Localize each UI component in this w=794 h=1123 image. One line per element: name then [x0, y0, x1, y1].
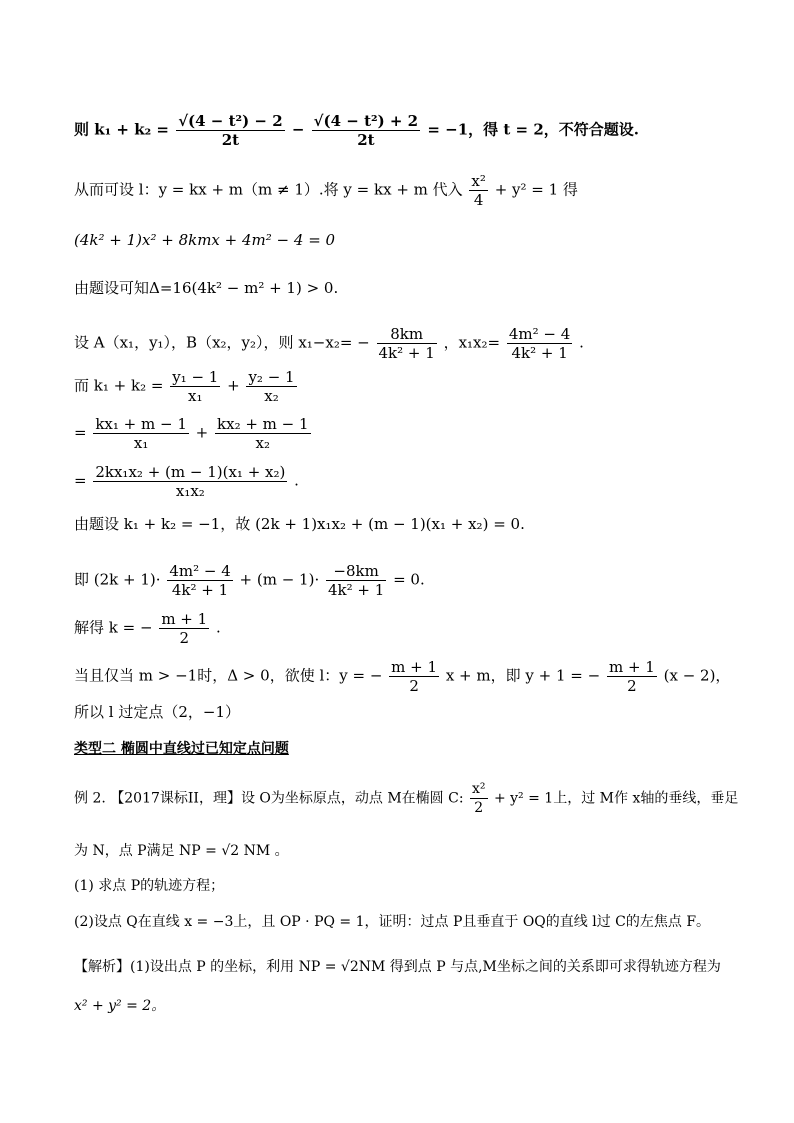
text: 例 2. 【2017课标II，理】设 O为坐标原点，动点 M在椭圆 C:: [74, 790, 468, 807]
numerator: −8km: [333, 562, 379, 580]
denominator: x₂: [215, 433, 311, 452]
numerator: √(4 − t²) + 2: [313, 112, 419, 130]
numerator: √(4 − t²) − 2: [178, 112, 283, 130]
text: +: [195, 423, 214, 442]
text: 而 k₁ + k₂ =: [74, 376, 169, 395]
numerator: 4m² − 4: [508, 325, 571, 343]
numerator: y₁ − 1: [172, 368, 219, 386]
example-2-condition: 为 N，点 P满足 NP = √2 NM 。: [74, 843, 289, 859]
text: =: [74, 423, 92, 442]
text: ，x₁x₂=: [443, 333, 505, 352]
numerator: m + 1: [391, 658, 438, 676]
line-condition: 由题设 k₁ + k₂ = −1，故 (2k + 1)x₁x₂ + (m − 1)(x₁ + x₂) = 0.: [74, 515, 525, 533]
analysis-result: x² + y² = 2。: [74, 998, 166, 1014]
text: 设 A（x₁，y₁），B（x₂，y₂），则 x₁−x₂= −: [74, 333, 375, 352]
line-k-sum-expand: [74, 368, 754, 405]
numerator: m + 1: [161, 610, 208, 628]
denominator: 2t: [176, 130, 284, 149]
numerator: m + 1: [608, 658, 655, 676]
fraction: [93, 415, 189, 452]
text: +: [227, 376, 245, 395]
fraction: [607, 658, 657, 695]
text: + y² = 1 得: [494, 180, 578, 199]
fraction: [159, 610, 209, 647]
text: =: [74, 471, 92, 490]
line-equation: [74, 562, 754, 599]
line-solve-k: [74, 610, 754, 647]
text: + y² = 1上，过 M作 x轴的垂线，垂足: [493, 790, 739, 807]
text: 即 (2k + 1)·: [74, 570, 161, 589]
fraction: [389, 658, 439, 695]
denominator: x₁x₂: [93, 481, 287, 500]
numerator: 8km: [390, 325, 424, 343]
text: 从而可设 l：y = kx + m（m ≠ 1）.将 y = kx + m 代入: [74, 180, 468, 199]
fraction: [470, 780, 488, 817]
numerator: 4m² − 4: [169, 562, 231, 580]
denominator: 4: [469, 190, 487, 209]
denominator: x₂: [246, 386, 296, 405]
text: .: [579, 333, 584, 352]
denominator: 4k² + 1: [378, 344, 435, 362]
line-combined: [74, 463, 754, 500]
fraction: [469, 172, 487, 209]
text: .: [215, 618, 221, 637]
numerator: kx₁ + m − 1: [95, 415, 187, 433]
line-fixed-point: 所以 l 过定点（2，−1）: [74, 703, 240, 721]
example-2-statement: [74, 780, 754, 817]
fraction: [170, 368, 220, 405]
analysis-text: 【解析】(1)设出点 P 的坐标，利用 NP = √2NM 得到点 P 与点,M坐标之间的关系即可求得轨迹方程为: [74, 959, 721, 975]
text: −: [291, 120, 310, 139]
denominator: 2: [389, 676, 439, 695]
text: x + m，即 y + 1 = −: [445, 666, 605, 685]
fraction: [246, 368, 296, 405]
denominator: 2: [159, 628, 209, 647]
fraction: [167, 562, 232, 599]
numerator: x²: [472, 781, 486, 797]
denominator: 2t: [312, 130, 420, 149]
fraction: [326, 562, 386, 599]
denominator: x₁: [170, 386, 220, 405]
line-substitute: [74, 415, 754, 452]
fraction: [215, 415, 311, 452]
question-2: (2)设点 Q在直线 x = −3上，且 OP · PQ = 1，证明：过点 P且垂直于 OQ的直线 l过 C的左焦点 F。: [74, 914, 711, 930]
text: + (m − 1)·: [239, 570, 320, 589]
fraction: [507, 325, 572, 362]
fraction: [93, 463, 287, 500]
formula-line-k-sum: [74, 112, 754, 149]
numerator: kx₂ + m − 1: [217, 415, 309, 433]
line-assume-l: [74, 172, 754, 209]
denominator: 2: [470, 798, 488, 817]
section-heading: 类型二 椭圆中直线过已知定点问题: [74, 741, 289, 757]
denominator: 4k² + 1: [167, 580, 232, 599]
line-quadratic: (4k² + 1)x² + 8kmx + 4m² − 4 = 0: [74, 231, 336, 249]
denominator: 4k² + 1: [507, 343, 572, 362]
numerator: 2kx₁x₂ + (m − 1)(x₁ + x₂): [95, 463, 286, 481]
numerator: y₂ − 1: [248, 368, 295, 386]
text: = 0.: [393, 570, 425, 589]
denominator: 4k² + 1: [328, 581, 385, 599]
line-iff: [74, 658, 754, 695]
text: 当且仅当 m > −1时，Δ > 0，欲使 l：y = −: [74, 666, 388, 685]
text: (x − 2)，: [663, 666, 731, 685]
text: 解得 k = −: [74, 618, 158, 637]
line-vieta: [74, 325, 754, 362]
numerator: x²: [471, 172, 486, 190]
text: = −1，得 t = 2，不符合题设.: [427, 120, 639, 139]
fraction: [176, 112, 284, 149]
text: .: [294, 471, 299, 490]
fraction: [312, 112, 420, 149]
line-discriminant: 由题设可知Δ=16(4k² − m² + 1) > 0.: [74, 279, 339, 297]
question-1: (1) 求点 P的轨迹方程；: [74, 878, 225, 894]
fraction: [377, 325, 437, 362]
text: 则 k₁ + k₂ =: [74, 120, 175, 139]
denominator: x₁: [93, 433, 189, 452]
denominator: 2: [607, 676, 657, 695]
